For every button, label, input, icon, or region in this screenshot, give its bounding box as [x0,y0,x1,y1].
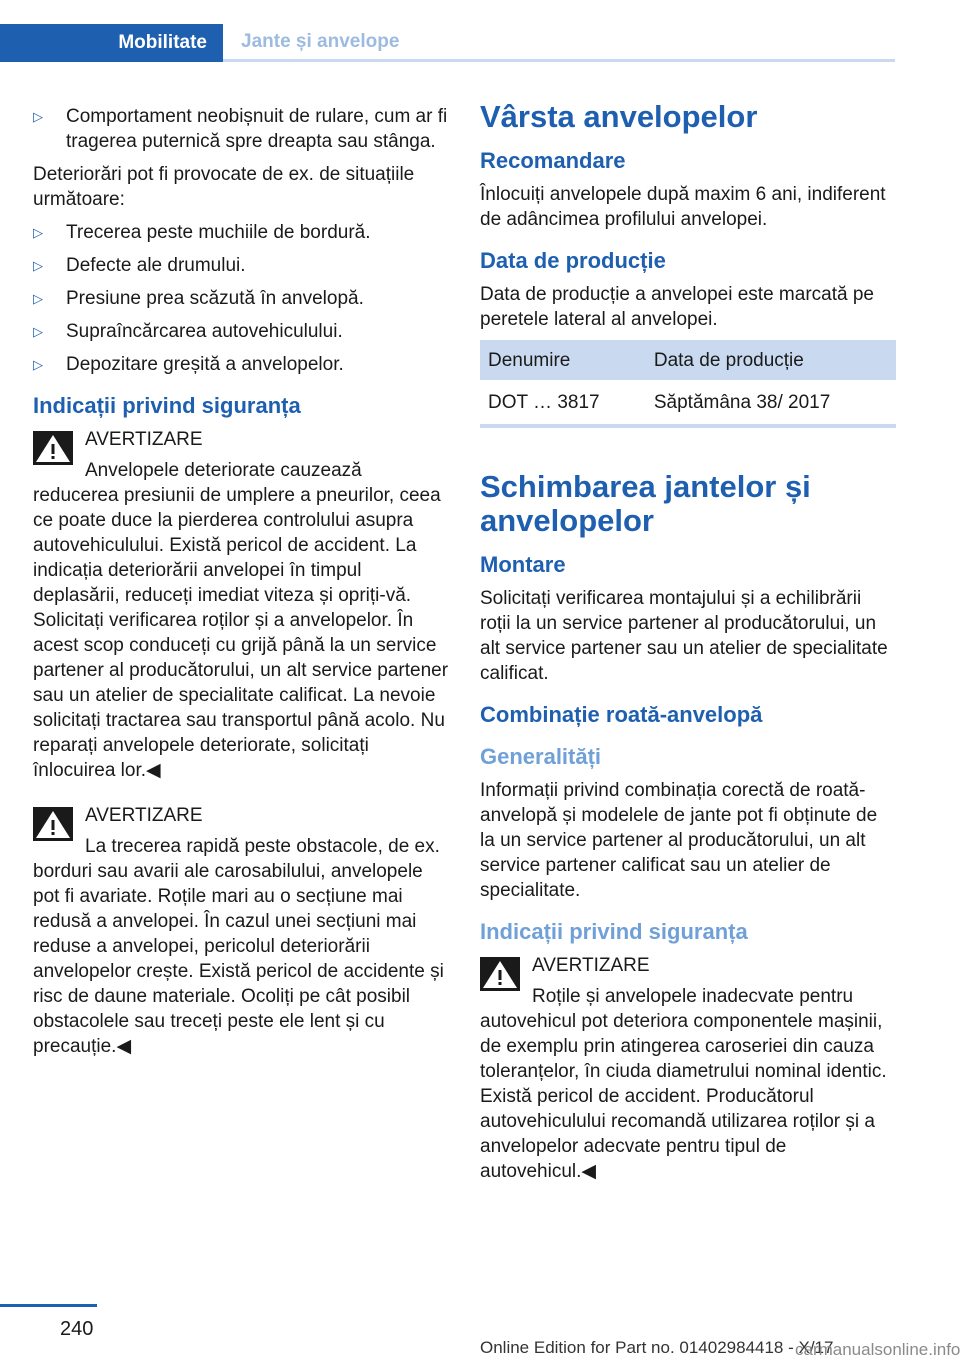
bullet-triangle-icon: ▷ [33,291,43,306]
list-item-text: Comportament neobișnuit de rulare, cum ar fi tragerea puternică spre dreapta sau stânga. [66,106,448,152]
bullet-triangle-icon: ▷ [33,357,43,372]
warning-block [33,803,451,1059]
safety-heading-right: Indicații privind siguranța [480,919,748,944]
list-item [33,286,451,311]
table-header: Denumire [480,340,646,380]
production-date-heading: Data de producție [480,248,666,273]
table-cell: DOT … 3817 [480,380,646,426]
warning-text: Anvelopele deteriorate cauzează reducerea presiunii de umplere a pneurilor, ceea ce poate duce la pierderea controlului asupra autovehiculului. Există pericol de accident. La indicația deteriorării anvelopei în timpul deplasării, reduceți imediat viteza și opriți-vă. Solicitați verificarea roților și a anvelopelor. În acest scop conduceți cu grijă până la un service partener al producătorului, un alt service partener sau un atelier de specialitate calificat. La nevoie solicitați tractarea sau transportul până acolo. Nu reparați anvelopele deteriorate, solicitați înlocuirea lor.◀ [33,460,449,781]
mounting-heading: Montare [480,552,566,577]
recommendation-text: Înlocuiți anvelopele după maxim 6 ani, indiferent de adâncimea profilului anvelopei. [480,184,886,230]
watermark: carmanualsonline.info [795,1340,960,1359]
tab-jante-anvelope[interactable]: Jante și anvelope [223,24,895,62]
bullet-triangle-icon: ▷ [33,324,43,339]
general-text: Informații privind combinația corectă de roată-anvelopă și modelele de jante pot fi obținute de la un service partener al producătorului, un alt service partener calificat sau un atelier de specialitate. [480,780,878,901]
bullet-triangle-icon: ▷ [33,225,43,240]
table-row [480,380,896,426]
header-bar [0,0,895,62]
warning-block [480,953,896,1184]
list-item [33,104,451,154]
list-item [33,319,451,344]
safety-heading: Indicații privind siguranța [33,393,301,418]
warning-triangle-icon [480,957,520,991]
recommendation-heading: Recomandare [480,148,626,173]
warning-title: AVERTIZARE [532,955,650,976]
section-title-tire-age: Vârsta anvelopelor [480,99,758,134]
list-item-text: Defecte ale drumului. [66,255,246,276]
list-item-text: Presiune prea scăzută în anvelopă. [66,288,364,309]
warning-block [33,427,451,783]
warning-title: AVERTIZARE [85,805,203,826]
bullet-triangle-icon: ▷ [33,109,43,124]
list-item-text: Supraîncărcarea autovehiculului. [66,321,343,342]
combination-heading: Combinație roată-anvelopă [480,702,763,727]
list-item [33,253,451,278]
edition-footer: Online Edition for Part no. 01402984418 - X/17 [480,1338,834,1357]
list-item-text: Trecerea peste muchiile de bordură. [66,222,371,243]
list-item [33,220,451,245]
table-header: Data de producție [646,340,896,380]
production-date-table [480,340,896,428]
warning-triangle-icon [33,431,73,465]
warning-text: Roțile și anvelopele inadecvate pentru autovehicul pot deteriora componentele mașinii, de exemplu prin atingerea caroseriei din cauza toleranțelor, în ciuda diametrului nominal identic. Există pericol de accident. Producătorul autovehiculului recomandă utilizarea roților și a anvelopelor adecvate pentru tipul de autovehicul.◀ [480,986,887,1182]
table-cell: Săptămâna 38/ 2017 [646,380,896,426]
tab-mobilitate[interactable]: Mobilitate [0,24,223,62]
page-number: 240 [60,1318,94,1340]
warning-text: La trecerea rapidă peste obstacole, de ex. borduri sau avarii ale carosabilului, anvelopele pot fi avariate. Roțile mari au o secțiune mai redusă a anvelopei. În cazul unei secțiuni mai reduse a anvelopei, pericolul deteriorării anvelopelor crește. Există pericol de accidente și risc de daune materiale. Ocoliți pe cât posibil obstacolele sau treceți peste ele lent și cu precauție.◀ [33,836,444,1057]
section-title-change: Schimbarea jantelor și anvelopelor [480,469,811,538]
list-item-text: Depozitare greșită a anvelopelor. [66,354,344,375]
warning-title: AVERTIZARE [85,429,203,450]
general-heading: Generalități [480,744,602,769]
warning-triangle-icon [33,807,73,841]
production-date-text: Data de producție a anvelopei este marcată pe peretele lateral al anvelopei. [480,284,874,330]
left-column [33,104,451,1067]
page-number-rule [0,1304,97,1307]
intro-paragraph: Deteriorări pot fi provocate de ex. de situațiile următoare: [33,164,415,210]
right-column [480,100,896,1192]
list-item [33,352,451,377]
bullet-triangle-icon: ▷ [33,258,43,273]
mounting-text: Solicitați verificarea montajului și a echilibrării roții la un service partener al producătorului, un alt service partener sau un atelier de specialitate calificat. [480,588,888,684]
